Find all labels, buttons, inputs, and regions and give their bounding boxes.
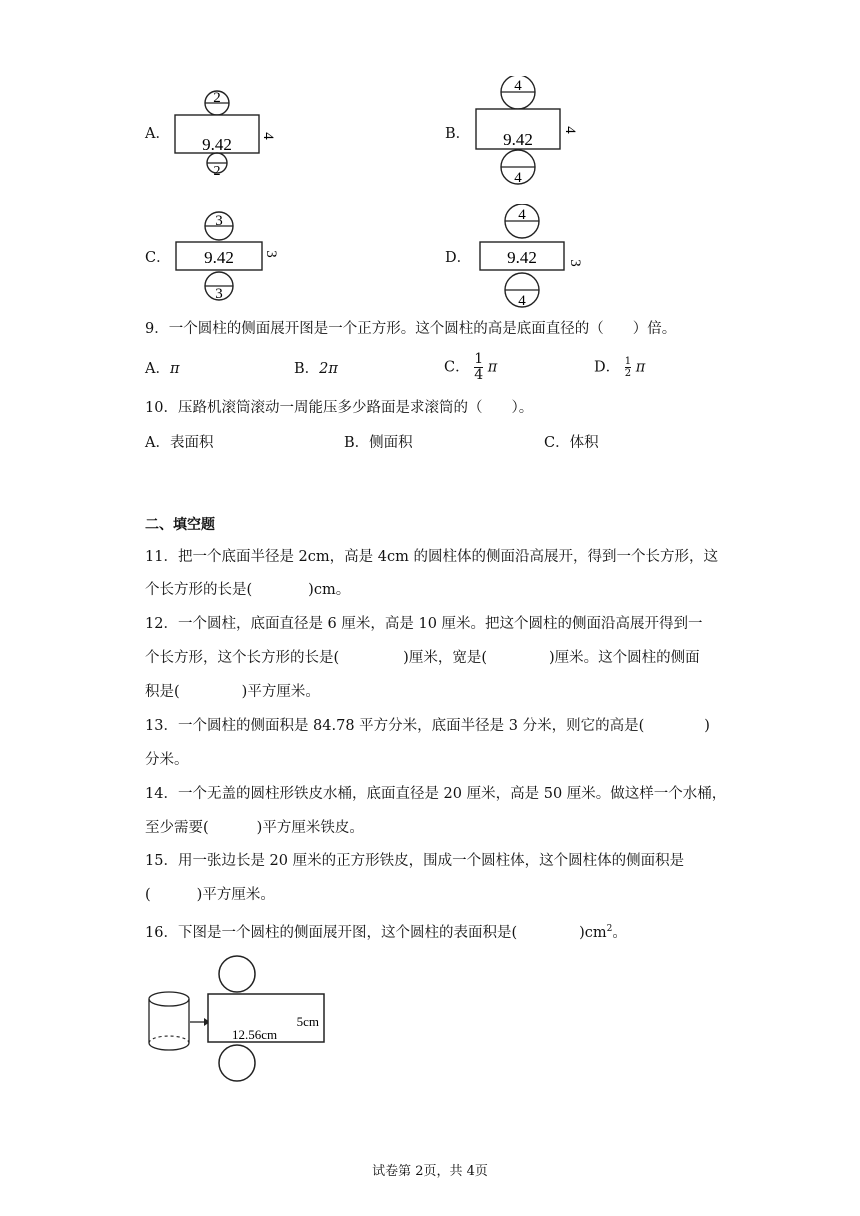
q9-option-c bbox=[444, 352, 497, 383]
option-a-top-label: 2 bbox=[213, 90, 221, 106]
section-title: 二、填空题 bbox=[145, 517, 215, 533]
q12-line2: 个长方形，这个长方形的长是( )厘米，宽是( )厘米。这个圆柱的侧面 bbox=[145, 650, 700, 666]
q16-length-label: 12.56cm bbox=[232, 1027, 278, 1042]
option-d-figure bbox=[472, 204, 592, 310]
q9-option-d-fraction: $\frac{1}{2}$ bbox=[624, 356, 632, 379]
q14-line1: 14．一个无盖的圆柱形铁皮水桶，底面直径是 20 厘米，高是 50 厘米。做这样一个水桶， bbox=[145, 786, 727, 802]
q16-superscript: 2 bbox=[606, 924, 613, 934]
q10-option-c: C．体积 bbox=[544, 435, 599, 451]
option-c-top-label: 3 bbox=[215, 213, 223, 229]
q16-height-label: 5cm bbox=[296, 1014, 319, 1029]
option-b-top-label: 4 bbox=[514, 78, 522, 94]
q9-option-a-value: π bbox=[169, 361, 180, 377]
q10-text: 10．压路机滚筒滚动一周能压多少路面是求滚筒的（ ）。 bbox=[145, 400, 534, 416]
option-d-rect-label: 9.42 bbox=[507, 248, 537, 267]
page-footer: 试卷第 2页，共 4页 bbox=[372, 1164, 488, 1179]
q9-option-b-value: 2π bbox=[319, 361, 338, 377]
q9-text: 9．一个圆柱的侧面展开图是一个正方形。这个圆柱的高是底面直径的（ ）倍。 bbox=[145, 321, 677, 337]
q11-line1: 11．把一个底面半径是 2cm，高是 4cm 的圆柱体的侧面沿高展开，得到一个长方形，这 bbox=[145, 549, 718, 565]
q12-line3: 积是( )平方厘米。 bbox=[145, 684, 320, 700]
q9-option-c-label: C． bbox=[444, 359, 470, 376]
option-b-figure bbox=[470, 76, 590, 190]
option-c-label: C． bbox=[145, 250, 171, 266]
option-a-side-label: 4 bbox=[260, 132, 276, 140]
option-a-figure bbox=[170, 86, 280, 178]
q14-line2: 至少需要( )平方厘米铁皮。 bbox=[145, 820, 364, 836]
option-c-bottom-label: 3 bbox=[215, 286, 223, 302]
q9-option-a bbox=[145, 359, 180, 379]
q12-line1: 12．一个圆柱，底面直径是 6 厘米，高是 10 厘米。把这个圆柱的侧面沿高展开得到一 bbox=[145, 616, 703, 632]
q15-line2: ( )平方厘米。 bbox=[145, 887, 275, 903]
option-d-bottom-label: 4 bbox=[518, 293, 526, 309]
q10-option-b: B．侧面积 bbox=[344, 435, 413, 451]
q9-option-d-pi: π bbox=[635, 359, 646, 376]
q11-line2: 个长方形的长是( )cm。 bbox=[145, 582, 351, 598]
q9-option-c-pi: π bbox=[487, 359, 498, 376]
option-d-label: D． bbox=[445, 250, 472, 266]
option-c-side-label: 3 bbox=[263, 250, 279, 258]
q16-cylinder-net-figure bbox=[140, 954, 340, 1084]
option-b-rect-label: 9.42 bbox=[503, 130, 533, 149]
q9-option-c-fraction: $\frac{1}{4}$ bbox=[474, 351, 484, 383]
option-d-side-label: 3 bbox=[567, 259, 583, 267]
option-a-label: A． bbox=[145, 126, 170, 142]
option-c-rect-label: 9.42 bbox=[204, 248, 234, 267]
option-d-top-label: 4 bbox=[518, 207, 526, 223]
q9-option-d-label: D． bbox=[594, 359, 621, 376]
q9-option-a-label: A． bbox=[145, 361, 170, 377]
option-b-side-label: 4 bbox=[562, 126, 578, 134]
option-a-bottom-label: 2 bbox=[213, 164, 221, 178]
option-b-bottom-label: 4 bbox=[514, 170, 522, 186]
q9-option-d bbox=[594, 356, 645, 379]
q13-line2: 分米。 bbox=[145, 752, 189, 768]
option-b-label: B． bbox=[445, 126, 471, 142]
q13-line1: 13．一个圆柱的侧面积是 84.78 平方分米，底面半径是 3 分米，则它的高是( ) bbox=[145, 718, 710, 734]
q9-option-b bbox=[294, 359, 338, 379]
q9-option-b-label: B． bbox=[294, 361, 320, 377]
q15-line1: 15．用一张边长是 20 厘米的正方形铁皮，围成一个圆柱体，这个圆柱体的侧面积是 bbox=[145, 853, 685, 869]
q10-option-a: A．表面积 bbox=[145, 435, 214, 451]
q16-text: 16．下图是一个圆柱的侧面展开图，这个圆柱的表面积是( )$cm^2$。 bbox=[145, 924, 627, 941]
option-a-rect-label: 9.42 bbox=[202, 135, 232, 154]
cylinder-icon bbox=[149, 992, 189, 1050]
option-c-figure bbox=[170, 210, 290, 302]
